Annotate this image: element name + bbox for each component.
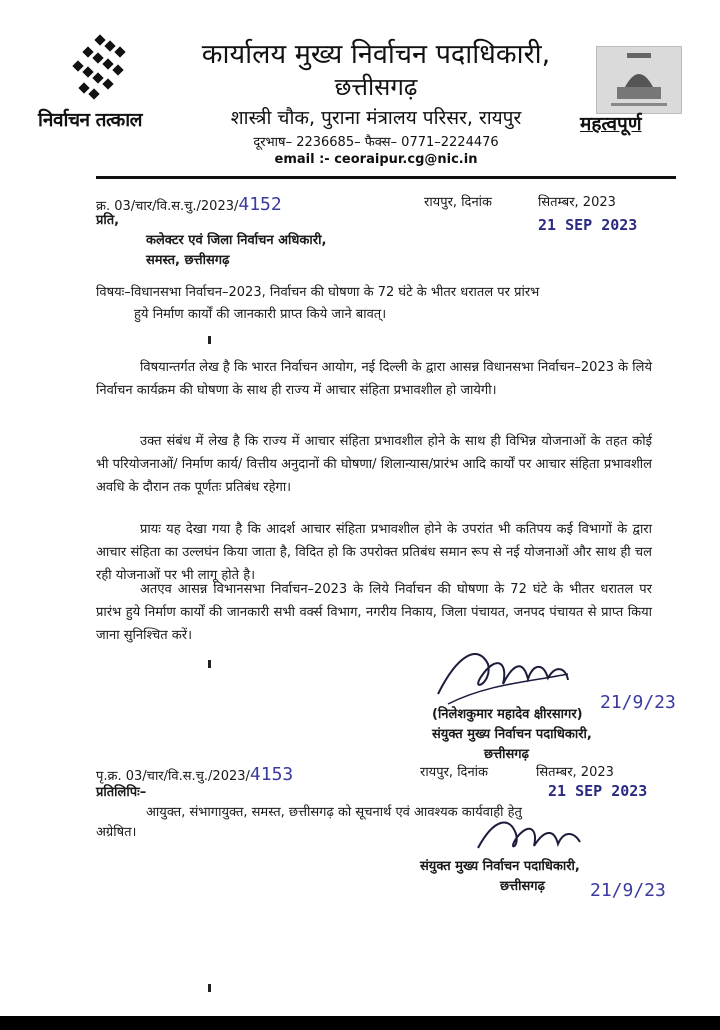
copy-signatory-designation: संयुक्त मुख्य निर्वाचन पदाधिकारी,	[420, 859, 580, 874]
signature-scribble	[470, 808, 590, 864]
copy-signatory-state: छत्तीसगढ़	[500, 879, 545, 894]
body-para-1: विषयान्तर्गत लेख है कि भारत निर्वाचन आयोग, नई दिल्ली के द्वारा आसन्न विधानसभा निर्वाचन–2023 के लिये निर्वाचन कार्यक्रम की घोषणा के साथ ही राज्य में आचार संहिता प्रभावशील हो जायेगी।	[96, 360, 652, 398]
copy-date-stamp: 21 SEP 2023	[548, 782, 648, 800]
subject-line1: विषयः–विधानसभा निर्वाचन–2023, निर्वाचन की घोषणा के 72 घंटे के भीतर धरातल पर प्रांरभ	[96, 285, 540, 300]
copy-ref-number: 4153	[249, 764, 294, 785]
scan-mark	[208, 984, 211, 992]
office-phone: दूरभाष– 2236685– फैक्स– 0771–2224476	[253, 135, 499, 150]
copy-ref-prefix: पृ.क्र. 03/चार/वि.स.चु./2023/	[96, 769, 250, 784]
body-para-3: प्रायः यह देखा गया है कि आदर्श आचार संहिता प्रभावशील होने के उपरांत भी कतिपय कई विभागों के द्वारा आचार संहिता का उल्लघंन किया जाता है, विदित हो कि उपरोक्त प्रतिबंध समान रूप से नई योजनाओं और साथ ही चल रही योजनाओं पर भी लागू होते है।	[96, 522, 652, 583]
subject-line2: हुये निर्माण कार्यों की जानकारी प्राप्त किये जाने बावत्।	[134, 307, 387, 322]
office-title: कार्यालय मुख्य निर्वाचन पदाधिकारी,	[201, 39, 551, 70]
letter-place-date: रायपुर, दिनांक	[424, 195, 493, 210]
scan-mark	[208, 660, 211, 668]
letter-month-year: सितम्बर, 2023	[538, 195, 616, 210]
signature-scribble	[428, 634, 578, 714]
signatory-designation: संयुक्त मुख्य निर्वाचन पदाधिकारी,	[432, 727, 592, 742]
letter-ref-number: 4152	[238, 194, 282, 215]
office-email: email :- ceoraipur.cg@nic.in	[274, 152, 478, 167]
copy-signature-date: 21/9/23	[590, 880, 666, 901]
letter-ref	[96, 196, 282, 216]
header-divider	[96, 176, 676, 179]
body-para-2: उक्त संबंध में लेख है कि राज्य में आचार संहिता प्रभावशील होने के साथ ही विभिन्न योजनाओं के तहत कोई भी परियोजनाओं/ निर्माण कार्य/ वित्तीय अनुदानों की घोषणा/ शिलान्यास/प्रारंभ आदि कार्यों पर आचार संहिता प्रभावशील अवधि के दौरान तक पूर्णतः प्रतिबंध रहेगा।	[96, 434, 652, 495]
scan-mark	[208, 336, 211, 344]
signature-date: 21/9/23	[600, 692, 676, 713]
campaign-poster-icon	[596, 46, 682, 114]
signatory-state: छत्तीसगढ़	[484, 747, 529, 762]
copy-month-year: सितम्बर, 2023	[536, 765, 614, 780]
office-address: शास्त्री चौक, पुराना मंत्रालय परिसर, रायपुर	[230, 107, 522, 129]
election-logo-icon	[66, 34, 146, 104]
letter-date-stamp: 21 SEP 2023	[538, 216, 638, 234]
letter-ref-prefix: क्र. 03/चार/वि.स.चु./2023/	[96, 199, 239, 214]
copy-line2: अग्रेषित।	[96, 825, 137, 840]
office-state: छत्तीसगढ़	[334, 73, 418, 101]
copy-place-date: रायपुर, दिनांक	[420, 765, 489, 780]
recipient-line2: समस्त, छत्तीसगढ़	[146, 253, 230, 268]
logo-right-label: महत्वपूर्ण	[580, 113, 642, 135]
signatory-name: (निलेशकुमार महादेव क्षीरसागर)	[432, 707, 583, 722]
copy-ref	[96, 766, 293, 786]
recipient-line1: कलेक्टर एवं जिला निर्वाचन अधिकारी,	[146, 233, 327, 248]
logo-left-label: निर्वाचन तत्काल	[38, 109, 143, 131]
body-para-4: अतएव आसन्न विभानसभा निर्वाचन–2023 के लिये निर्वाचन की घोषणा के 72 घंटे के भीतर धरातल पर प्रारंभ हुये निर्माण कार्यों की जानकारी सभी वर्क्स विभाग, नगरीय निकाय, जिला पंचायत, जनपद पंचायत से प्राप्त किया जाना सुनिश्चित करें।	[96, 582, 652, 643]
copy-line1: आयुक्त, संभागायुक्त, समस्त, छत्तीसगढ़ को सूचनार्थ एवं आवश्यक कार्यवाही हेतु	[146, 805, 522, 820]
screen-bottom-bar	[0, 1016, 720, 1030]
copy-label: प्रतिलिपिः–	[96, 785, 147, 800]
letter-to-label: प्रति,	[96, 213, 120, 228]
